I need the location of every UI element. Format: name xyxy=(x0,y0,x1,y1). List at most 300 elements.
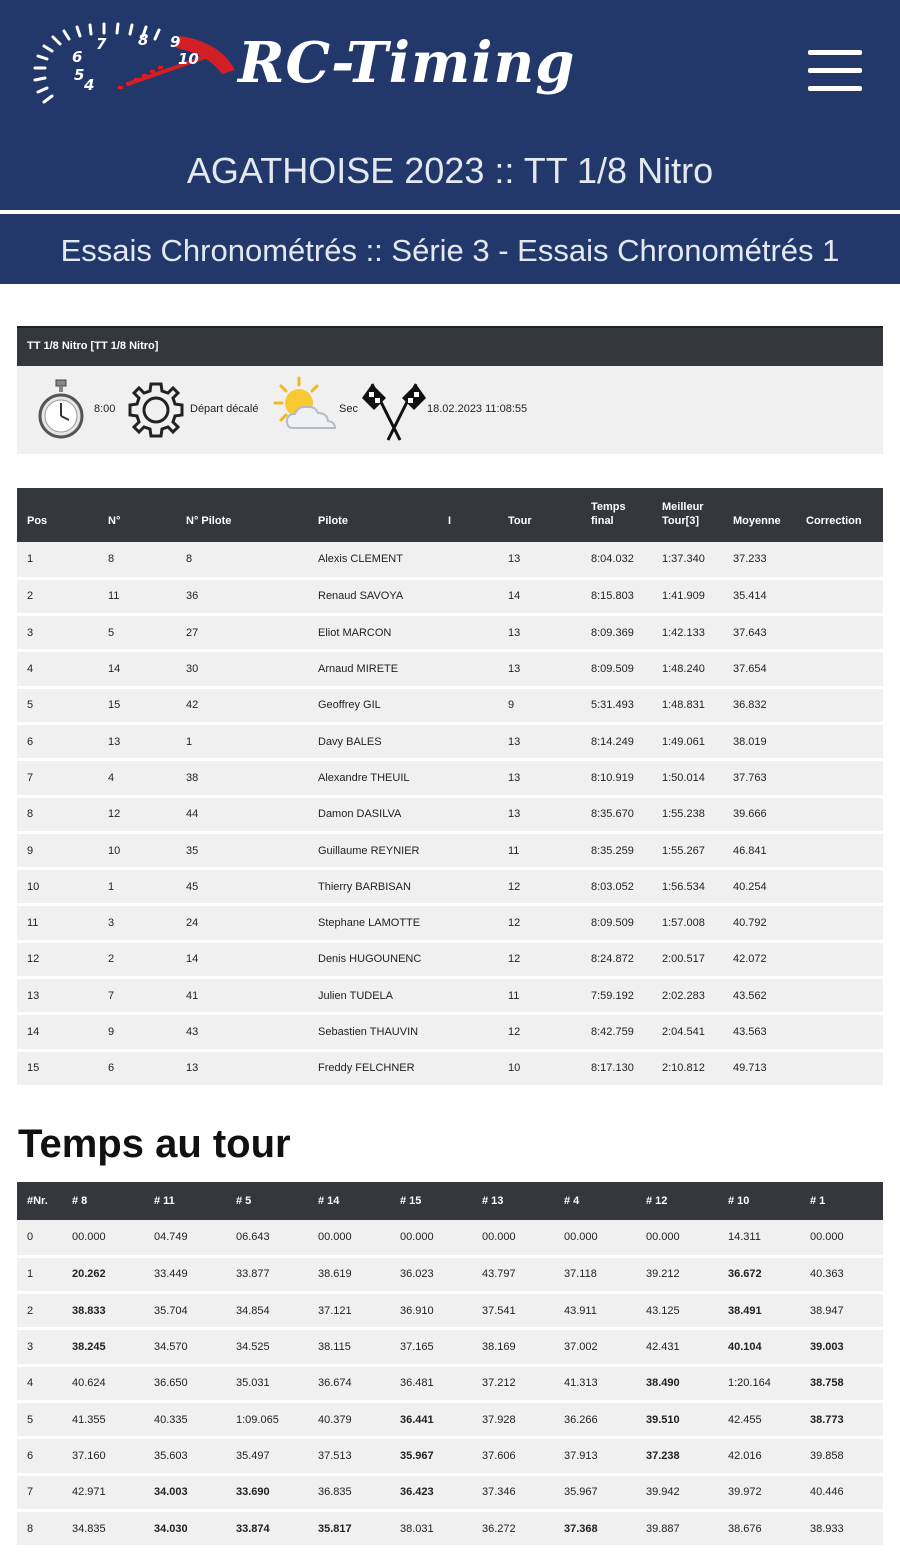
lap-time-cell: 37.002 xyxy=(564,1341,598,1354)
lap-time-cell: 36.481 xyxy=(400,1377,434,1390)
results-cell: 8:04.032 xyxy=(591,553,634,566)
results-col-header[interactable]: Pos xyxy=(27,515,48,527)
lap-time-cell: 36.910 xyxy=(400,1304,434,1317)
results-cell: 8:15.803 xyxy=(591,590,634,603)
lap-time-cell: 1 xyxy=(27,1268,34,1281)
laps-row xyxy=(17,1438,883,1474)
results-cell: 14 xyxy=(108,663,121,676)
results-row[interactable] xyxy=(17,578,883,614)
lap-time-cell: 36.023 xyxy=(400,1268,434,1281)
results-row[interactable] xyxy=(17,978,883,1014)
results-cell: 8:10.919 xyxy=(591,771,634,784)
laps-col-header[interactable]: # 1 xyxy=(810,1195,826,1207)
results-row[interactable] xyxy=(17,941,883,977)
lap-time-cell: 36.650 xyxy=(154,1377,188,1390)
lap-time-cell: 33.874 xyxy=(236,1522,270,1535)
laps-col-header[interactable]: # 11 xyxy=(154,1195,175,1207)
logo-digit-6: 6 xyxy=(72,48,83,66)
results-cell: 38 xyxy=(186,771,199,784)
laps-row xyxy=(17,1474,883,1510)
lap-time-cell: 37.238 xyxy=(646,1449,680,1462)
results-cell: 9 xyxy=(27,844,34,857)
results-cell: 42.072 xyxy=(733,953,767,966)
race-datetime: 18.02.2023 11:08:55 xyxy=(427,403,528,415)
lap-time-cell: 37.118 xyxy=(564,1268,597,1281)
results-cell: 44 xyxy=(186,808,199,821)
results-row[interactable] xyxy=(17,1014,883,1050)
lap-time-cell: 38.115 xyxy=(318,1341,351,1354)
lap-time-cell: 35.031 xyxy=(236,1377,270,1390)
results-col-header[interactable]: Temps final xyxy=(591,501,626,527)
lap-time-cell: 43.125 xyxy=(646,1304,680,1317)
lap-time-cell: 36.835 xyxy=(318,1486,352,1499)
results-cell: Arnaud MIRETE xyxy=(318,663,399,676)
lap-time-cell: 34.835 xyxy=(72,1522,106,1535)
results-cell: 13 xyxy=(108,735,121,748)
results-cell: 40.792 xyxy=(733,917,767,930)
lap-time-cell: 36.441 xyxy=(400,1413,434,1426)
results-cell: 41 xyxy=(186,989,199,1002)
results-cell: 8 xyxy=(27,808,34,821)
results-cell xyxy=(796,723,883,759)
results-cell xyxy=(438,905,498,941)
results-row[interactable] xyxy=(17,651,883,687)
results-col-header[interactable]: Meilleur Tour[3] xyxy=(662,501,704,527)
results-cell xyxy=(796,832,883,868)
lap-time-cell: 41.355 xyxy=(72,1413,106,1426)
logo-digit-7: 7 xyxy=(96,35,107,53)
lap-time-cell: 04.749 xyxy=(154,1231,188,1244)
results-cell: Davy BALES xyxy=(318,735,382,748)
results-cell: 8:24.872 xyxy=(591,953,634,966)
logo-digit-5: 5 xyxy=(74,66,85,84)
results-cell: 35.414 xyxy=(733,590,767,603)
results-cell: 11 xyxy=(27,917,39,930)
results-cell: 7 xyxy=(108,989,115,1002)
results-row[interactable] xyxy=(17,832,883,868)
results-cell: 6 xyxy=(108,1062,115,1075)
results-cell: Julien TUDELA xyxy=(318,989,393,1002)
lap-time-cell: 8 xyxy=(27,1522,34,1535)
lap-times-table xyxy=(17,1182,883,1548)
lap-time-cell: 33.690 xyxy=(236,1486,270,1499)
results-cell xyxy=(796,760,883,796)
results-cell: 5:31.493 xyxy=(591,699,634,712)
results-cell: 13 xyxy=(508,771,521,784)
lap-time-cell: 35.967 xyxy=(564,1486,598,1499)
lap-time-cell: 37.212 xyxy=(482,1377,516,1390)
results-cell: Denis HUGOUNENC xyxy=(318,953,422,966)
lap-time-cell: 36.674 xyxy=(318,1377,352,1390)
lap-time-cell: 33.877 xyxy=(236,1268,270,1281)
laps-col-header[interactable]: # 12 xyxy=(646,1195,668,1207)
lap-time-cell: 40.363 xyxy=(810,1268,844,1281)
logo-digit-8: 8 xyxy=(138,31,149,49)
laps-col-header[interactable]: # 10 xyxy=(728,1195,750,1207)
results-cell: 1:42.133 xyxy=(662,626,705,639)
lap-time-cell: 38.245 xyxy=(72,1341,106,1354)
lap-time-cell: 42.971 xyxy=(72,1486,106,1499)
results-cell: 10 xyxy=(508,1062,521,1075)
lap-time-cell: 06.643 xyxy=(236,1231,270,1244)
lap-times-heading: Temps au tour xyxy=(18,1122,291,1166)
laps-row xyxy=(17,1329,883,1365)
results-col-header[interactable]: N° xyxy=(108,515,121,527)
lap-time-cell: 38.676 xyxy=(728,1522,762,1535)
lap-time-cell: 38.773 xyxy=(810,1413,844,1426)
results-cell: 7 xyxy=(27,771,34,784)
results-cell xyxy=(438,578,498,614)
results-cell xyxy=(796,796,883,832)
results-cell: 2:10.812 xyxy=(662,1062,705,1075)
results-cell: 1:48.831 xyxy=(662,699,705,712)
lap-time-cell: 38.947 xyxy=(810,1304,844,1317)
results-cell: 12 xyxy=(108,808,121,821)
lap-time-cell: 40.335 xyxy=(154,1413,188,1426)
results-cell: 9 xyxy=(508,699,515,712)
results-cell: 39.666 xyxy=(733,808,767,821)
lap-time-cell: 37.541 xyxy=(482,1304,516,1317)
results-cell: 2:02.283 xyxy=(662,989,705,1002)
results-cell: 1:50.014 xyxy=(662,771,705,784)
results-cell: 13 xyxy=(508,808,521,821)
results-cell: Sebastien THAUVIN xyxy=(318,1026,419,1038)
lap-time-cell: 36.272 xyxy=(482,1522,516,1535)
results-cell: 1:48.240 xyxy=(662,663,705,676)
results-cell: 40.254 xyxy=(733,880,767,893)
lap-time-cell: 37.913 xyxy=(564,1449,598,1462)
results-cell: 15 xyxy=(108,699,121,712)
laps-col-header[interactable]: # 5 xyxy=(236,1195,252,1207)
lap-time-cell: 39.858 xyxy=(810,1449,844,1462)
lap-time-cell: 0 xyxy=(27,1231,34,1244)
results-cell: 3 xyxy=(108,917,115,930)
lap-time-cell: 34.003 xyxy=(154,1486,188,1499)
gear-icon xyxy=(127,381,185,439)
lap-time-cell: 20.262 xyxy=(72,1268,106,1281)
results-cell: 2 xyxy=(108,953,115,966)
results-cell: 36 xyxy=(186,590,199,603)
lap-time-cell: 37.121 xyxy=(318,1304,352,1317)
results-cell: 8:09.369 xyxy=(591,626,634,639)
lap-time-cell: 34.525 xyxy=(236,1341,270,1354)
lap-time-cell: 37.346 xyxy=(482,1486,516,1499)
logo-digit-9: 9 xyxy=(170,33,181,51)
lap-time-cell: 42.016 xyxy=(728,1449,762,1462)
results-cell: 13 xyxy=(508,663,521,676)
results-cell: 37.763 xyxy=(733,771,767,784)
results-cell xyxy=(438,1014,498,1050)
lap-time-cell: 37.160 xyxy=(72,1449,106,1462)
results-cell: Eliot MARCON xyxy=(318,626,392,639)
lap-time-cell: 42.431 xyxy=(646,1341,680,1354)
results-cell: Stephane LAMOTTE xyxy=(318,917,421,930)
laps-col-header[interactable]: #Nr. xyxy=(27,1195,48,1207)
results-row[interactable] xyxy=(17,796,883,832)
results-cell: 1:49.061 xyxy=(662,735,705,748)
lap-time-cell: 37.165 xyxy=(400,1341,434,1354)
results-cell: 8:14.249 xyxy=(591,735,634,748)
laps-col-header[interactable]: # 4 xyxy=(564,1195,580,1207)
lap-time-cell: 38.490 xyxy=(646,1377,680,1390)
lap-time-cell: 37.606 xyxy=(482,1449,516,1462)
lap-time-cell: 33.449 xyxy=(154,1268,188,1281)
results-cell xyxy=(796,578,883,614)
start-mode: Départ décalé xyxy=(190,403,259,415)
results-cell: 27 xyxy=(186,626,199,639)
session-title: Essais Chronométrés :: Série 3 - Essais Chronométrés 1 xyxy=(60,233,840,268)
results-cell: 11 xyxy=(508,989,520,1002)
results-cell: 8:42.759 xyxy=(591,1026,634,1038)
event-title: AGATHOISE 2023 :: TT 1/8 Nitro xyxy=(186,150,714,191)
lap-time-cell: 3 xyxy=(27,1341,34,1354)
results-cell: 15 xyxy=(27,1062,40,1075)
results-col-header[interactable]: N° Pilote xyxy=(186,515,232,527)
laps-row xyxy=(17,1293,883,1329)
speedometer-icon xyxy=(30,22,250,122)
results-cell: 1:37.340 xyxy=(662,553,705,566)
results-cell: 13 xyxy=(186,1062,199,1075)
results-cell: 12 xyxy=(508,953,521,966)
results-cell: 5 xyxy=(27,699,34,712)
results-cell xyxy=(796,651,883,687)
results-cell xyxy=(438,651,498,687)
results-cell: Geoffrey GIL xyxy=(318,699,381,712)
stopwatch-icon xyxy=(37,378,85,440)
lap-time-cell: 34.030 xyxy=(154,1522,188,1535)
lap-time-cell: 38.758 xyxy=(810,1377,844,1390)
lap-time-cell: 37.513 xyxy=(318,1449,352,1462)
results-cell: Alexandre THEUIL xyxy=(318,771,410,784)
results-col-header[interactable]: Tour xyxy=(508,515,532,527)
results-cell: 8:35.670 xyxy=(591,808,634,821)
results-cell xyxy=(438,687,498,723)
lap-time-cell: 40.446 xyxy=(810,1486,844,1499)
results-cell: 10 xyxy=(108,844,121,857)
results-cell xyxy=(796,905,883,941)
lap-time-cell: 42.455 xyxy=(728,1413,762,1426)
results-cell: 8:17.130 xyxy=(591,1062,634,1075)
lap-time-cell: 1:09.065 xyxy=(236,1413,279,1426)
lap-time-cell: 37.368 xyxy=(564,1522,598,1535)
results-cell: 36.832 xyxy=(733,699,767,712)
results-cell: 14 xyxy=(27,1026,40,1038)
results-cell: 8:09.509 xyxy=(591,663,634,676)
lap-time-cell: 35.497 xyxy=(236,1449,270,1462)
laps-col-header[interactable]: # 15 xyxy=(400,1195,422,1207)
results-cell: 1:56.534 xyxy=(662,880,705,893)
results-cell xyxy=(438,542,498,578)
lap-time-cell: 38.833 xyxy=(72,1304,106,1317)
lap-time-cell: 00.000 xyxy=(72,1231,106,1244)
results-cell: 9 xyxy=(108,1026,115,1038)
lap-time-cell: 38.169 xyxy=(482,1341,516,1354)
results-cell: Renaud SAVOYA xyxy=(318,590,404,603)
lap-time-cell: 35.603 xyxy=(154,1449,188,1462)
results-row[interactable] xyxy=(17,615,883,651)
results-cell: 3 xyxy=(27,626,34,639)
class-label: TT 1/8 Nitro [TT 1/8 Nitro] xyxy=(27,340,159,352)
lap-time-cell: 14.311 xyxy=(728,1231,761,1244)
results-cell: 1 xyxy=(108,880,115,893)
results-cell xyxy=(438,941,498,977)
race-duration: 8:00 xyxy=(94,403,116,415)
results-cell: 2:04.541 xyxy=(662,1026,705,1038)
results-cell: 43 xyxy=(186,1026,199,1038)
results-cell: 11 xyxy=(508,844,520,857)
results-col-header[interactable]: Moyenne xyxy=(733,515,781,527)
results-cell: 42 xyxy=(186,699,199,712)
results-cell: 1:57.008 xyxy=(662,917,705,930)
results-row[interactable] xyxy=(17,1050,883,1086)
laps-col-header[interactable]: # 13 xyxy=(482,1195,504,1207)
results-row[interactable] xyxy=(17,905,883,941)
lap-time-cell: 38.619 xyxy=(318,1268,352,1281)
results-cell: 1 xyxy=(27,553,34,566)
results-cell: 45 xyxy=(186,880,199,893)
lap-time-cell: 39.510 xyxy=(646,1413,680,1426)
lap-time-cell: 35.817 xyxy=(318,1522,352,1535)
results-cell xyxy=(796,1014,883,1050)
results-cell: Guillaume REYNIER xyxy=(318,844,420,857)
results-cell: 2 xyxy=(27,590,34,603)
lap-time-cell: 39.887 xyxy=(646,1522,680,1535)
results-cell: 12 xyxy=(508,917,521,930)
lap-time-cell: 40.104 xyxy=(728,1341,762,1354)
results-cell: 12 xyxy=(508,1026,521,1038)
results-cell: 13 xyxy=(27,989,40,1002)
lap-time-cell: 38.933 xyxy=(810,1522,844,1535)
lap-time-cell: 36.423 xyxy=(400,1486,434,1499)
results-cell: 43.562 xyxy=(733,989,767,1002)
results-cell: 49.713 xyxy=(733,1062,767,1075)
lap-time-cell: 00.000 xyxy=(400,1231,434,1244)
lap-time-cell: 38.031 xyxy=(400,1522,434,1535)
results-col-header[interactable]: I xyxy=(448,515,452,527)
lap-time-cell: 39.972 xyxy=(728,1486,762,1499)
lap-time-cell: 39.003 xyxy=(810,1341,844,1354)
results-cell: 7:59.192 xyxy=(591,989,634,1002)
lap-time-cell: 39.942 xyxy=(646,1486,680,1499)
lap-time-cell: 7 xyxy=(27,1486,34,1499)
lap-time-cell: 40.624 xyxy=(72,1377,106,1390)
results-cell: Alexis CLEMENT xyxy=(318,553,403,566)
lap-time-cell: 4 xyxy=(27,1377,34,1390)
results-cell: 1:55.238 xyxy=(662,808,705,821)
results-cell: 37.233 xyxy=(733,553,767,566)
results-cell: 8:09.509 xyxy=(591,917,634,930)
lap-time-cell: 00.000 xyxy=(318,1231,352,1244)
laps-row xyxy=(17,1256,883,1292)
lap-time-cell: 00.000 xyxy=(482,1231,516,1244)
results-cell: 37.643 xyxy=(733,626,767,639)
laps-col-header[interactable]: # 8 xyxy=(72,1195,88,1207)
results-cell: 13 xyxy=(508,735,521,748)
hamburger-menu-icon[interactable] xyxy=(808,50,862,94)
results-cell xyxy=(796,869,883,905)
results-row[interactable] xyxy=(17,869,883,905)
results-cell: 35 xyxy=(186,844,199,857)
results-row[interactable] xyxy=(17,542,883,578)
results-cell: 4 xyxy=(108,771,115,784)
logo-wordmark: RC-Timing xyxy=(238,30,576,96)
laps-row xyxy=(17,1220,883,1256)
lap-time-cell: 00.000 xyxy=(564,1231,598,1244)
lap-time-cell: 39.212 xyxy=(646,1268,680,1281)
laps-row xyxy=(17,1510,883,1546)
results-cell: 14 xyxy=(186,953,199,966)
results-cell xyxy=(438,978,498,1014)
lap-time-cell: 40.379 xyxy=(318,1413,352,1426)
results-table xyxy=(17,488,883,1088)
class-info-header xyxy=(17,326,883,366)
results-cell: Freddy FELCHNER xyxy=(318,1062,415,1075)
results-row[interactable] xyxy=(17,723,883,759)
race-info-panel xyxy=(17,366,883,454)
results-cell xyxy=(796,542,883,578)
results-cell: Thierry BARBISAN xyxy=(318,880,411,893)
lap-time-cell: 00.000 xyxy=(646,1231,680,1244)
lap-time-cell: 36.266 xyxy=(564,1413,598,1426)
results-cell: 10 xyxy=(27,880,40,893)
results-cell: 11 xyxy=(108,590,120,603)
results-cell: 2:00.517 xyxy=(662,953,705,966)
logo-digit-4: 4 xyxy=(84,76,95,94)
results-cell: 24 xyxy=(186,917,199,930)
results-cell: 8:35.259 xyxy=(591,844,634,857)
results-cell: 37.654 xyxy=(733,663,767,676)
results-row[interactable] xyxy=(17,760,883,796)
results-cell: 13 xyxy=(508,626,521,639)
results-row[interactable] xyxy=(17,687,883,723)
results-cell xyxy=(796,941,883,977)
lap-time-cell: 34.570 xyxy=(154,1341,188,1354)
lap-time-cell: 2 xyxy=(27,1304,34,1317)
lap-time-cell: 43.797 xyxy=(482,1268,516,1281)
lap-time-cell: 41.313 xyxy=(564,1377,598,1390)
results-cell: 30 xyxy=(186,663,199,676)
results-cell xyxy=(438,869,498,905)
checkered-flags-icon xyxy=(360,380,428,442)
weather-condition: Sec xyxy=(339,403,358,415)
results-cell xyxy=(438,615,498,651)
lap-time-cell: 35.704 xyxy=(154,1304,188,1317)
results-cell xyxy=(796,687,883,723)
results-cell: 1:41.909 xyxy=(662,590,705,603)
results-header-row xyxy=(17,488,883,542)
results-cell xyxy=(796,615,883,651)
results-col-header[interactable]: Pilote xyxy=(318,515,348,527)
results-cell xyxy=(438,760,498,796)
lap-time-cell: 6 xyxy=(27,1449,34,1462)
results-cell xyxy=(438,723,498,759)
laps-col-header[interactable]: # 14 xyxy=(318,1195,340,1207)
lap-time-cell: 35.967 xyxy=(400,1449,434,1462)
results-cell: 1 xyxy=(186,735,193,748)
results-cell: 46.841 xyxy=(733,844,767,857)
laps-row xyxy=(17,1365,883,1401)
results-cell: 12 xyxy=(27,953,40,966)
weather-icon xyxy=(273,376,339,438)
results-cell: 12 xyxy=(508,880,521,893)
results-col-header[interactable]: Correction xyxy=(806,515,862,527)
results-cell xyxy=(438,832,498,868)
results-cell: 4 xyxy=(27,663,34,676)
lap-time-cell: 37.928 xyxy=(482,1413,516,1426)
laps-header-row xyxy=(17,1182,883,1220)
results-cell: 43.563 xyxy=(733,1026,767,1038)
results-cell: 8 xyxy=(108,553,115,566)
